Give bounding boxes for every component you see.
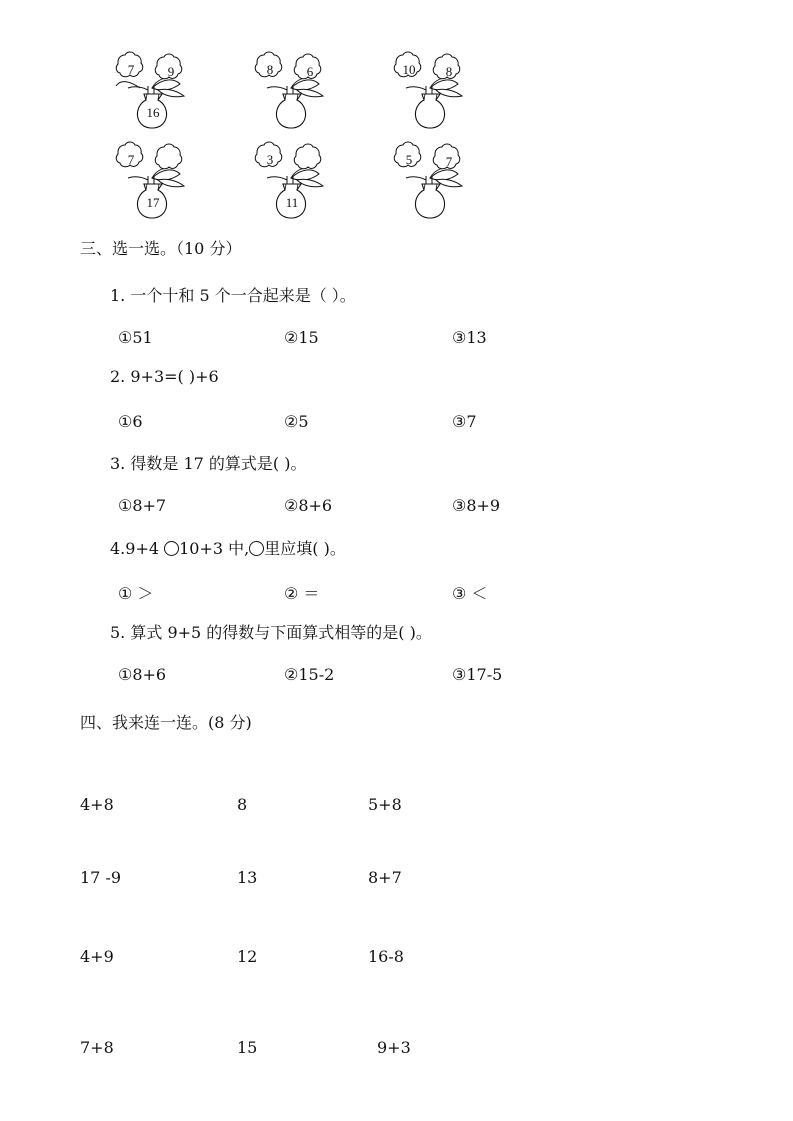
question-1-option-3: ③13 [452,328,487,347]
flower-vase-1 [108,50,208,130]
question-4-text-before: 4.9+4 [110,539,165,558]
question-3-option-3: ③8+9 [452,496,501,515]
flower-right-number: 9 [167,64,175,79]
match-mid-3: 12 [237,947,258,966]
match-left-2: 17 -9 [80,868,122,887]
vase-sum-number: 16 [146,105,160,120]
question-1-option-1: ①51 [118,328,153,347]
question-5-option-3: ③17-5 [452,665,503,684]
question-3-text: 3. 得数是 17 的算式是( )。 [110,454,307,473]
flower-right-number: 6 [306,64,314,79]
section-3-title: 三、选一选。（10 分） [80,239,242,258]
question-5-text: 5. 算式 9+5 的得数与下面算式相等的是( )。 [110,623,432,642]
flower-left-number: 7 [127,152,135,167]
circle-blank-icon [249,541,264,556]
question-1-text: 1. 一个十和 5 个一合起来是（ ）。 [110,286,356,305]
question-2-option-2: ②5 [284,412,309,431]
match-right-3: 16-8 [368,947,404,966]
vase-sum-number: 17 [146,195,160,210]
question-4-option-2: ② ＝ [284,584,320,603]
question-4-text [110,536,346,559]
match-left-1: 4+8 [80,795,114,814]
match-right-2: 8+7 [368,868,402,887]
flower-left-number: 10 [402,62,416,77]
match-left-3: 4+9 [80,947,114,966]
vase-sum-number: 11 [285,195,299,210]
match-mid-2: 13 [237,868,258,887]
flower-vase-6 [386,140,486,220]
section-4-title: 四、我来连一连。(8 分) [80,713,252,732]
flower-left-number: 8 [266,62,274,77]
question-4-text-after: 里应填( )。 [264,539,346,558]
flower-right-number: 8 [445,64,453,79]
question-2-text: 2. 9+3=( )+6 [110,367,219,386]
match-right-4: 9+3 [377,1038,411,1057]
flower-left-number: 5 [405,152,413,167]
question-1-option-2: ②15 [284,328,319,347]
circle-blank-icon [164,541,179,556]
question-4-option-1: ① ＞ [118,584,154,603]
question-5-option-2: ②15-2 [284,665,335,684]
flower-left-number: 3 [266,152,274,167]
question-2-option-1: ①6 [118,412,143,431]
flower-vase-2 [247,50,347,130]
question-4-text-middle: 10+3 中, [179,539,250,558]
question-5-option-1: ①8+6 [118,665,167,684]
match-right-1: 5+8 [368,795,402,814]
flower-vase-4 [108,140,208,220]
flower-right-number: 7 [445,154,453,169]
flower-vase-5 [247,140,347,220]
question-3-option-2: ②8+6 [284,496,333,515]
match-mid-1: 8 [237,795,248,814]
flower-left-number: 7 [127,62,135,77]
match-left-4: 7+8 [80,1038,114,1057]
match-mid-4: 15 [237,1038,258,1057]
flower-vase-3 [386,50,486,130]
question-3-option-1: ①8+7 [118,496,167,515]
question-2-option-3: ③7 [452,412,477,431]
question-4-option-3: ③ ＜ [452,584,488,603]
